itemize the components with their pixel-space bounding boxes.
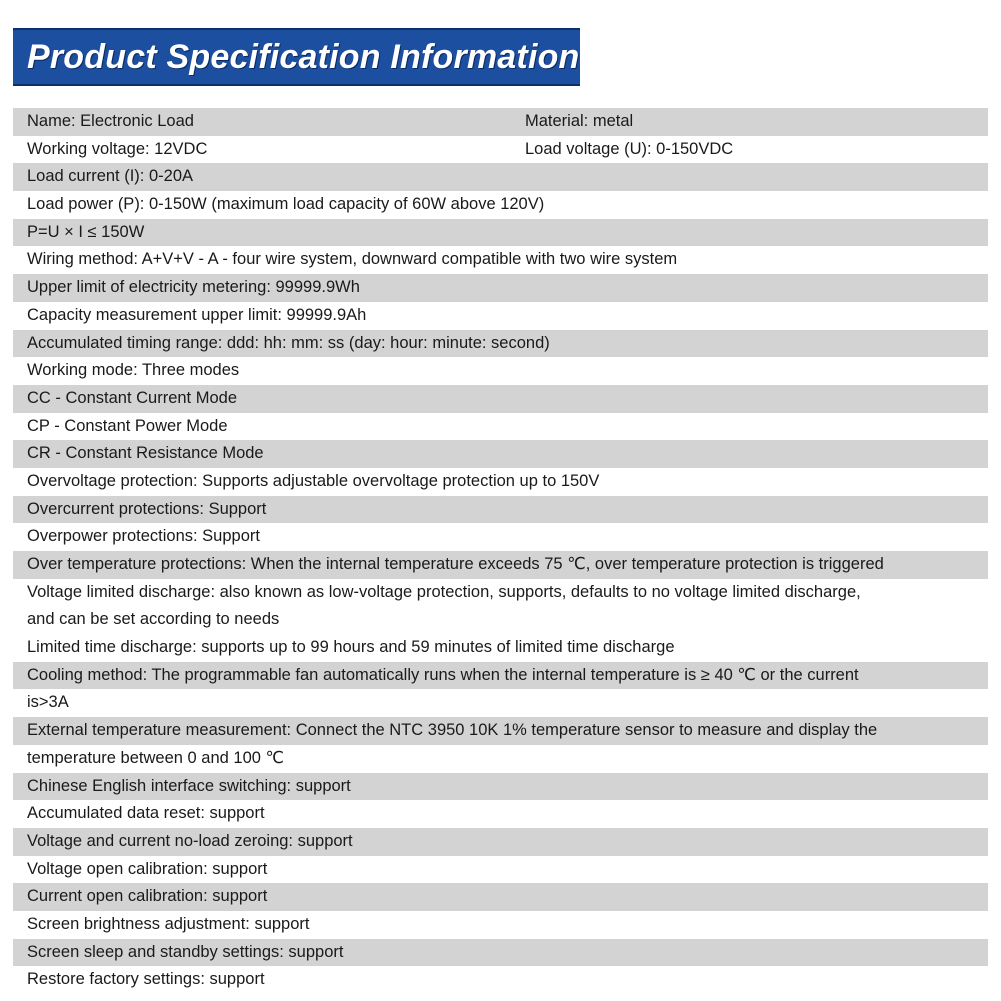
spec-cooling-method: Cooling method: The programmable fan automatically runs when the internal temperature is ≥ 40 ℃ or the current: [27, 665, 859, 684]
spec-row: [13, 939, 988, 967]
spec-row: [13, 330, 988, 358]
spec-sleep-standby: Screen sleep and standby settings: support: [27, 942, 344, 961]
spec-row: [13, 717, 988, 745]
title-banner: [13, 28, 580, 86]
spec-row: [13, 219, 988, 247]
spec-row: [13, 523, 988, 551]
spec-row: [13, 634, 988, 662]
spec-row: [13, 551, 988, 579]
spec-row: [13, 745, 988, 773]
spec-row: [13, 911, 988, 939]
spec-row: [13, 468, 988, 496]
spec-row: [13, 689, 988, 717]
spec-row: [13, 302, 988, 330]
spec-voltage-limited-discharge-cont: and can be set according to needs: [27, 610, 280, 629]
spec-row: [13, 108, 988, 136]
spec-wiring-method: Wiring method: A+V+V - A - four wire system, downward compatible with two wire system: [27, 250, 678, 269]
spec-row: [13, 883, 988, 911]
spec-interface-switching: Chinese English interface switching: support: [27, 776, 351, 795]
spec-factory-reset: Restore factory settings: support: [27, 970, 265, 989]
spec-row: [13, 136, 988, 164]
spec-time-limited-discharge: Limited time discharge: supports up to 99 hours and 59 minutes of limited time discharge: [27, 638, 675, 657]
spec-external-temperature: External temperature measurement: Connect the NTC 3950 10K 1% temperature sensor to measure and display the: [27, 721, 878, 740]
spec-timing-range: Accumulated timing range: ddd: hh: mm: ss (day: hour: minute: second): [27, 333, 550, 352]
spec-overcurrent: Overcurrent protections: Support: [27, 499, 267, 518]
spec-material: Material: metal: [525, 112, 634, 130]
spec-voltage-limited-discharge: Voltage limited discharge: also known as low-voltage protection, supports, defaults to no voltage limited discharge,: [27, 582, 861, 601]
spec-working-voltage: Working voltage: 12VDC: [27, 139, 208, 158]
spec-row: [13, 385, 988, 413]
spec-over-temperature: Over temperature protections: When the internal temperature exceeds 75 ℃, over temperature protection is triggered: [27, 555, 884, 573]
spec-row: [13, 496, 988, 524]
spec-row: [13, 274, 988, 302]
spec-mode-cr: CR - Constant Resistance Mode: [27, 444, 264, 463]
spec-overpower: Overpower protections: Support: [27, 527, 260, 546]
spec-row: [13, 828, 988, 856]
spec-capacity-limit: Capacity measurement upper limit: 99999.9Ah: [27, 305, 367, 324]
spec-row: [13, 413, 988, 441]
spec-brightness-adjustment: Screen brightness adjustment: support: [27, 914, 310, 933]
spec-current-calibration: Current open calibration: support: [27, 887, 268, 906]
spec-mode-cp: CP - Constant Power Mode: [27, 416, 228, 435]
spec-row: [13, 246, 988, 274]
spec-power-formula: P=U × I ≤ 150W: [27, 222, 145, 241]
spec-row: [13, 966, 988, 994]
spec-no-load-zeroing: Voltage and current no-load zeroing: support: [27, 831, 353, 850]
spec-name: Name: Electronic Load: [27, 112, 194, 130]
spec-load-power: Load power (P): 0-150W (maximum load capacity of 60W above 120V): [27, 195, 545, 214]
spec-overvoltage: Overvoltage protection: Supports adjustable overvoltage protection up to 150V: [27, 471, 600, 490]
spec-row: [13, 191, 988, 219]
spec-electricity-limit: Upper limit of electricity metering: 99999.9Wh: [27, 278, 360, 297]
spec-row: [13, 579, 988, 607]
spec-row: [13, 357, 988, 385]
spec-row: [13, 662, 988, 690]
spec-row: [13, 440, 988, 468]
spec-mode-cc: CC - Constant Current Mode: [27, 388, 237, 407]
spec-row: [13, 606, 988, 634]
spec-voltage-calibration: Voltage open calibration: support: [27, 859, 268, 878]
spec-table: [13, 108, 988, 994]
spec-working-mode: Working mode: Three modes: [27, 361, 240, 380]
spec-row: [13, 773, 988, 801]
spec-row: [13, 856, 988, 884]
spec-external-temperature-cont: temperature between 0 and 100 ℃: [27, 748, 285, 767]
spec-load-current: Load current (I): 0-20A: [27, 167, 193, 186]
spec-cooling-method-cont: is>3A: [27, 693, 69, 712]
spec-data-reset: Accumulated data reset: support: [27, 804, 265, 823]
page-title: Product Specification Information: [27, 37, 580, 76]
spec-load-voltage: Load voltage (U): 0-150VDC: [525, 139, 734, 158]
spec-row: [13, 163, 988, 191]
spec-row: [13, 800, 988, 828]
